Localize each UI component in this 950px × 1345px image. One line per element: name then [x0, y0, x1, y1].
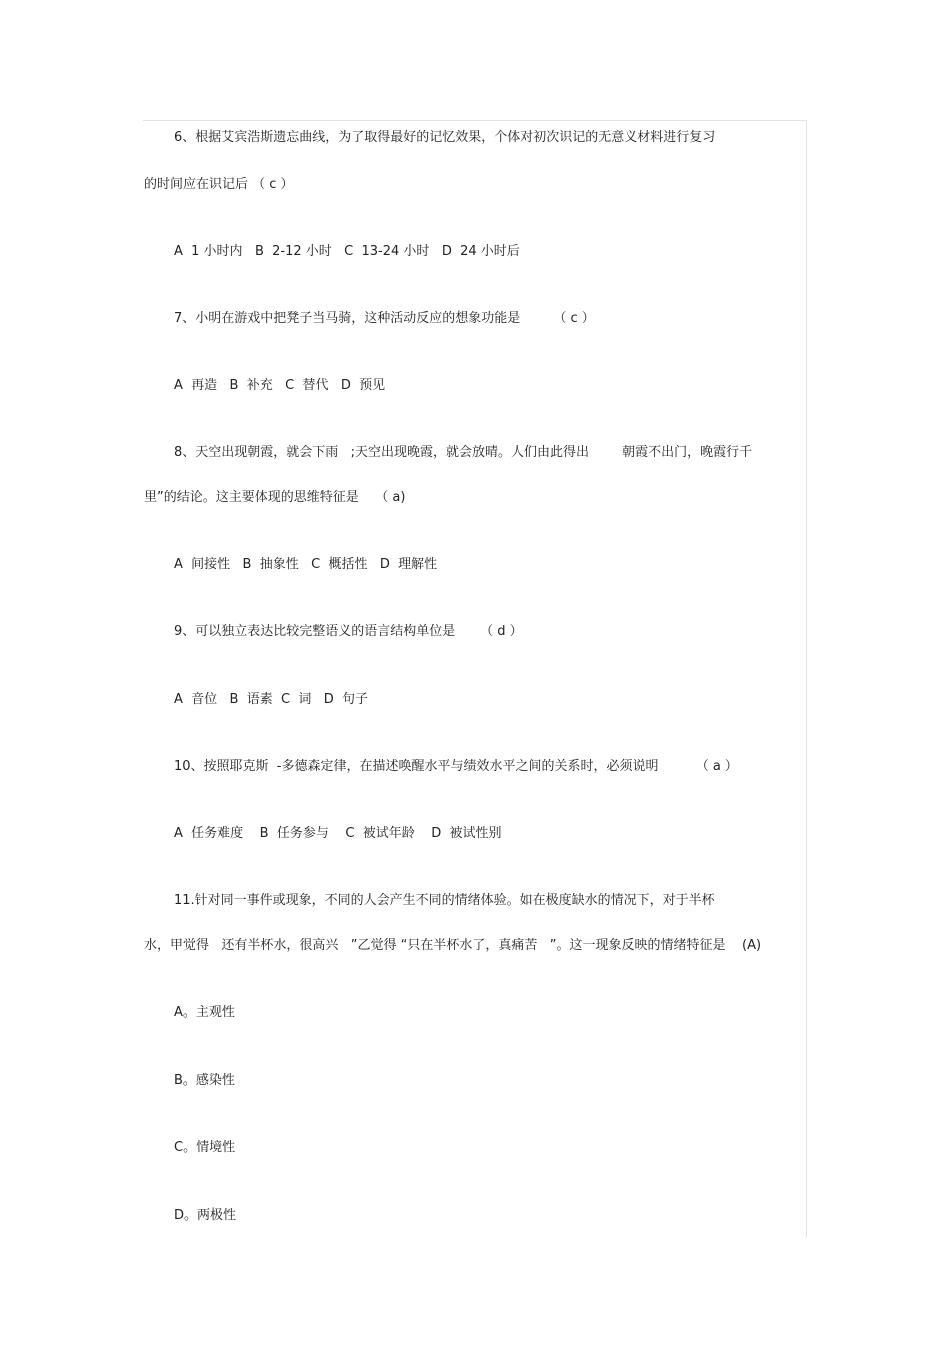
page-border: [143, 120, 807, 1237]
question-8-stem-continued: 里”的结论。这主要体现的思维特征是 （ a): [144, 490, 406, 505]
question-10-options: A 任务难度 B 任务参与 C 被试年龄 D 被试性别: [174, 826, 502, 841]
question-8-stem: 8、天空出现朝霞，就会下雨 ;天空出现晚霞，就会放晴。人们由此得出 朝霞不出门，晚霞行千: [174, 445, 753, 460]
question-11-option-a: A。主观性: [174, 1005, 235, 1020]
question-11-option-b: B。感染性: [174, 1073, 235, 1088]
question-11-stem: 11.针对同一事件或现象，不同的人会产生不同的情绪体验。如在极度缺水的情况下，对于半杯: [174, 893, 715, 908]
question-11-stem-continued: 水，甲觉得 还有半杯水，很高兴 ”乙觉得 “只在半杯水了，真痛苦 ”。这一现象反映的情绪特征是 (A): [144, 938, 762, 953]
question-6-stem: 6、根据艾宾浩斯遗忘曲线，为了取得最好的记忆效果，个体对初次识记的无意义材料进行复习: [174, 130, 716, 145]
question-6-stem-continued: 的时间应在识记后 （ c ）: [144, 177, 294, 192]
question-9-stem: 9、可以独立表达比较完整语义的语言结构单位是 （ d ）: [174, 624, 523, 639]
question-11-option-c: C。情境性: [174, 1140, 236, 1155]
question-9-options: A 音位 B 语素 C 词 D 句子: [174, 692, 369, 707]
question-7-options: A 再造 B 补充 C 替代 D 预见: [174, 378, 386, 393]
question-7-stem: 7、小明在游戏中把凳子当马骑，这种活动反应的想象功能是 （ c ）: [174, 311, 595, 326]
question-10-stem: 10、按照耶克斯 -多德森定律，在描述唤醒水平与绩效水平之间的关系时，必须说明 （ a ）: [174, 759, 738, 774]
question-6-options: A 1 小时内 B 2-12 小时 C 13-24 小时 D 24 小时后: [174, 244, 520, 259]
question-11-option-d: D。两极性: [174, 1208, 237, 1223]
question-8-options: A 间接性 B 抽象性 C 概括性 D 理解性: [174, 557, 438, 572]
